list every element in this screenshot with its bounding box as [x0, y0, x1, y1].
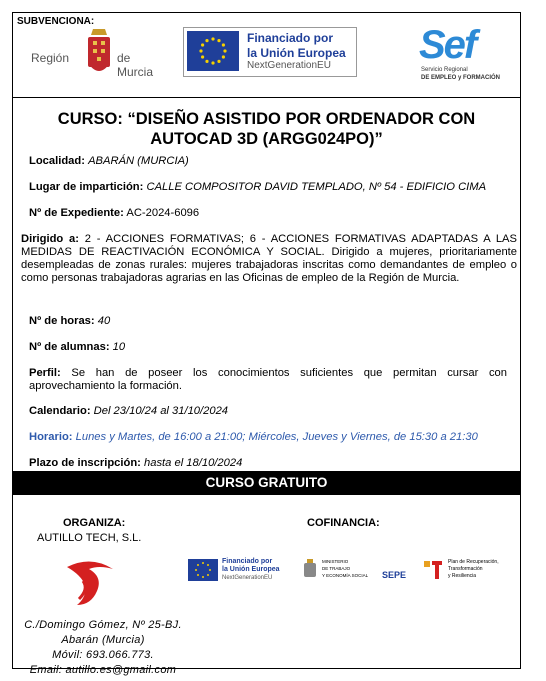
cof-min-line1: MINISTERIO	[322, 559, 349, 564]
dirigido-label: Dirigido a:	[21, 233, 79, 245]
addr-street: C./Domingo Gómez, Nº 25-BJ.	[24, 619, 182, 631]
eu-funding-logo	[183, 27, 357, 77]
localidad-row	[29, 155, 507, 168]
sef-line1: Servicio Regional	[421, 67, 468, 73]
cof-prtr-line1: Plan de Recuperación,	[448, 559, 499, 565]
cof-prtr-logo	[424, 556, 508, 586]
perfil-row	[29, 367, 507, 393]
horas-label: Nº de horas:	[29, 315, 95, 327]
plazo-label: Plazo de inscripción:	[29, 457, 141, 469]
cofinancia-logos	[188, 556, 508, 586]
cof-eu-line2: la Unión Europea	[222, 566, 280, 573]
cof-eu-logo	[188, 556, 298, 586]
expediente-label: Nº de Expediente:	[29, 207, 124, 219]
free-course-banner: CURSO GRATUITO	[13, 471, 520, 495]
cof-prtr-line3: y Resiliencia	[448, 573, 477, 579]
alumnas-label: Nº de alumnas:	[29, 341, 110, 353]
perfil-value: Se han de poseer los conocimientos suficientes que permitan cursar con aprovechamiento la formación.	[29, 367, 507, 392]
organiza-name: AUTILLO TECH, S.L.	[37, 532, 142, 544]
horas-row	[29, 315, 507, 328]
expediente-value: AC-2024-6096	[126, 207, 200, 219]
addr-email: Email: autillo.es@gmail.com	[29, 664, 177, 676]
lugar-value: CALLE COMPOSITOR DAVID TEMPLADO, Nº 54 - EDIFICIO CIMA	[146, 181, 487, 193]
autillo-logo-icon	[61, 559, 121, 609]
localidad-value: ABARÁN (MURCIA)	[88, 155, 189, 167]
sef-logo-text: Sef	[419, 23, 476, 67]
lugar-label: Lugar de impartición:	[29, 181, 144, 193]
expediente-row	[29, 207, 507, 220]
eu-line2: la Unión Europea	[247, 46, 346, 60]
organiza-label: ORGANIZA:	[63, 517, 126, 529]
cof-eu-line3: NextGenerationEU	[222, 575, 273, 581]
murcia-text-right: de Murcia	[117, 51, 154, 79]
alumnas-row	[29, 341, 507, 354]
localidad-label: Localidad:	[29, 155, 85, 167]
cofinancia-label: COFINANCIA:	[307, 517, 380, 529]
calendario-value: Del 23/10/24 al 31/10/2024	[93, 405, 229, 417]
flyer-frame	[12, 12, 521, 676]
cof-min-line3: Y ECONOMÍA SOCIAL	[322, 573, 369, 578]
horario-label: Horario:	[29, 431, 73, 443]
horario-row	[29, 431, 507, 444]
course-title	[13, 109, 520, 149]
lugar-row	[29, 181, 507, 194]
organizer-address	[23, 618, 183, 678]
alumnas-value: 10	[112, 341, 126, 353]
eu-flag-icon	[187, 31, 239, 71]
addr-city: Abarán (Murcia)	[61, 634, 145, 646]
prtr-icon	[424, 559, 444, 581]
murcia-text-left: Región	[31, 51, 70, 65]
course-title-line2: AUTOCAD 3D (ARGG024PO)”	[150, 130, 383, 148]
cof-min-line2: DE TRABAJO	[322, 566, 351, 571]
murcia-shield-icon	[85, 27, 113, 79]
calendario-row	[29, 405, 507, 418]
plazo-value: hasta el 18/10/2024	[144, 457, 243, 469]
eu-line3: NextGenerationEU	[247, 60, 331, 71]
spain-crest-icon	[302, 559, 318, 581]
sef-line2: DE EMPLEO y FORMACIÓN	[421, 75, 501, 81]
horas-value: 40	[97, 315, 111, 327]
logos-header	[13, 13, 520, 98]
perfil-label: Perfil:	[29, 367, 61, 379]
cof-sepe: SEPE	[382, 570, 407, 580]
cof-eu-flag-icon	[188, 559, 218, 581]
calendario-label: Calendario:	[29, 405, 91, 417]
course-title-line1: CURSO: “DISEÑO ASISTIDO POR ORDENADOR CON	[57, 110, 476, 128]
region-murcia-logo	[31, 27, 161, 83]
eu-line1: Financiado por	[247, 31, 334, 45]
horario-value: Lunes y Martes, de 16:00 a 21:00; Miércoles, Jueves y Viernes, de 15:30 a 21:30	[75, 431, 478, 443]
subvenciona-label: SUBVENCIONA:	[17, 16, 95, 27]
cof-eu-line1: Financiado por	[222, 558, 273, 565]
cof-ministry-logo	[302, 556, 422, 586]
sef-logo	[419, 23, 515, 87]
addr-phone: Móvil: 693.066.773.	[52, 649, 154, 661]
dirigido-row	[21, 233, 517, 285]
plazo-row	[29, 457, 507, 470]
cof-prtr-line2: Transformación	[448, 566, 483, 572]
dirigido-value: 2 - ACCIONES FORMATIVAS; 6 - ACCIONES FORMATIVAS ADAPTADAS A LAS MEDIDAS DE REACTIVACIÓN ECONÓMICA Y SOCIAL. Dirigido a mujeres, prioritariamente desempleadas de zonas rurales: mujeres trabajadoras inscritas como demandantes de empleo o como personas trabajadoras agrarias en las Oficinas de empleo de la Región de Murcia.	[21, 233, 517, 284]
